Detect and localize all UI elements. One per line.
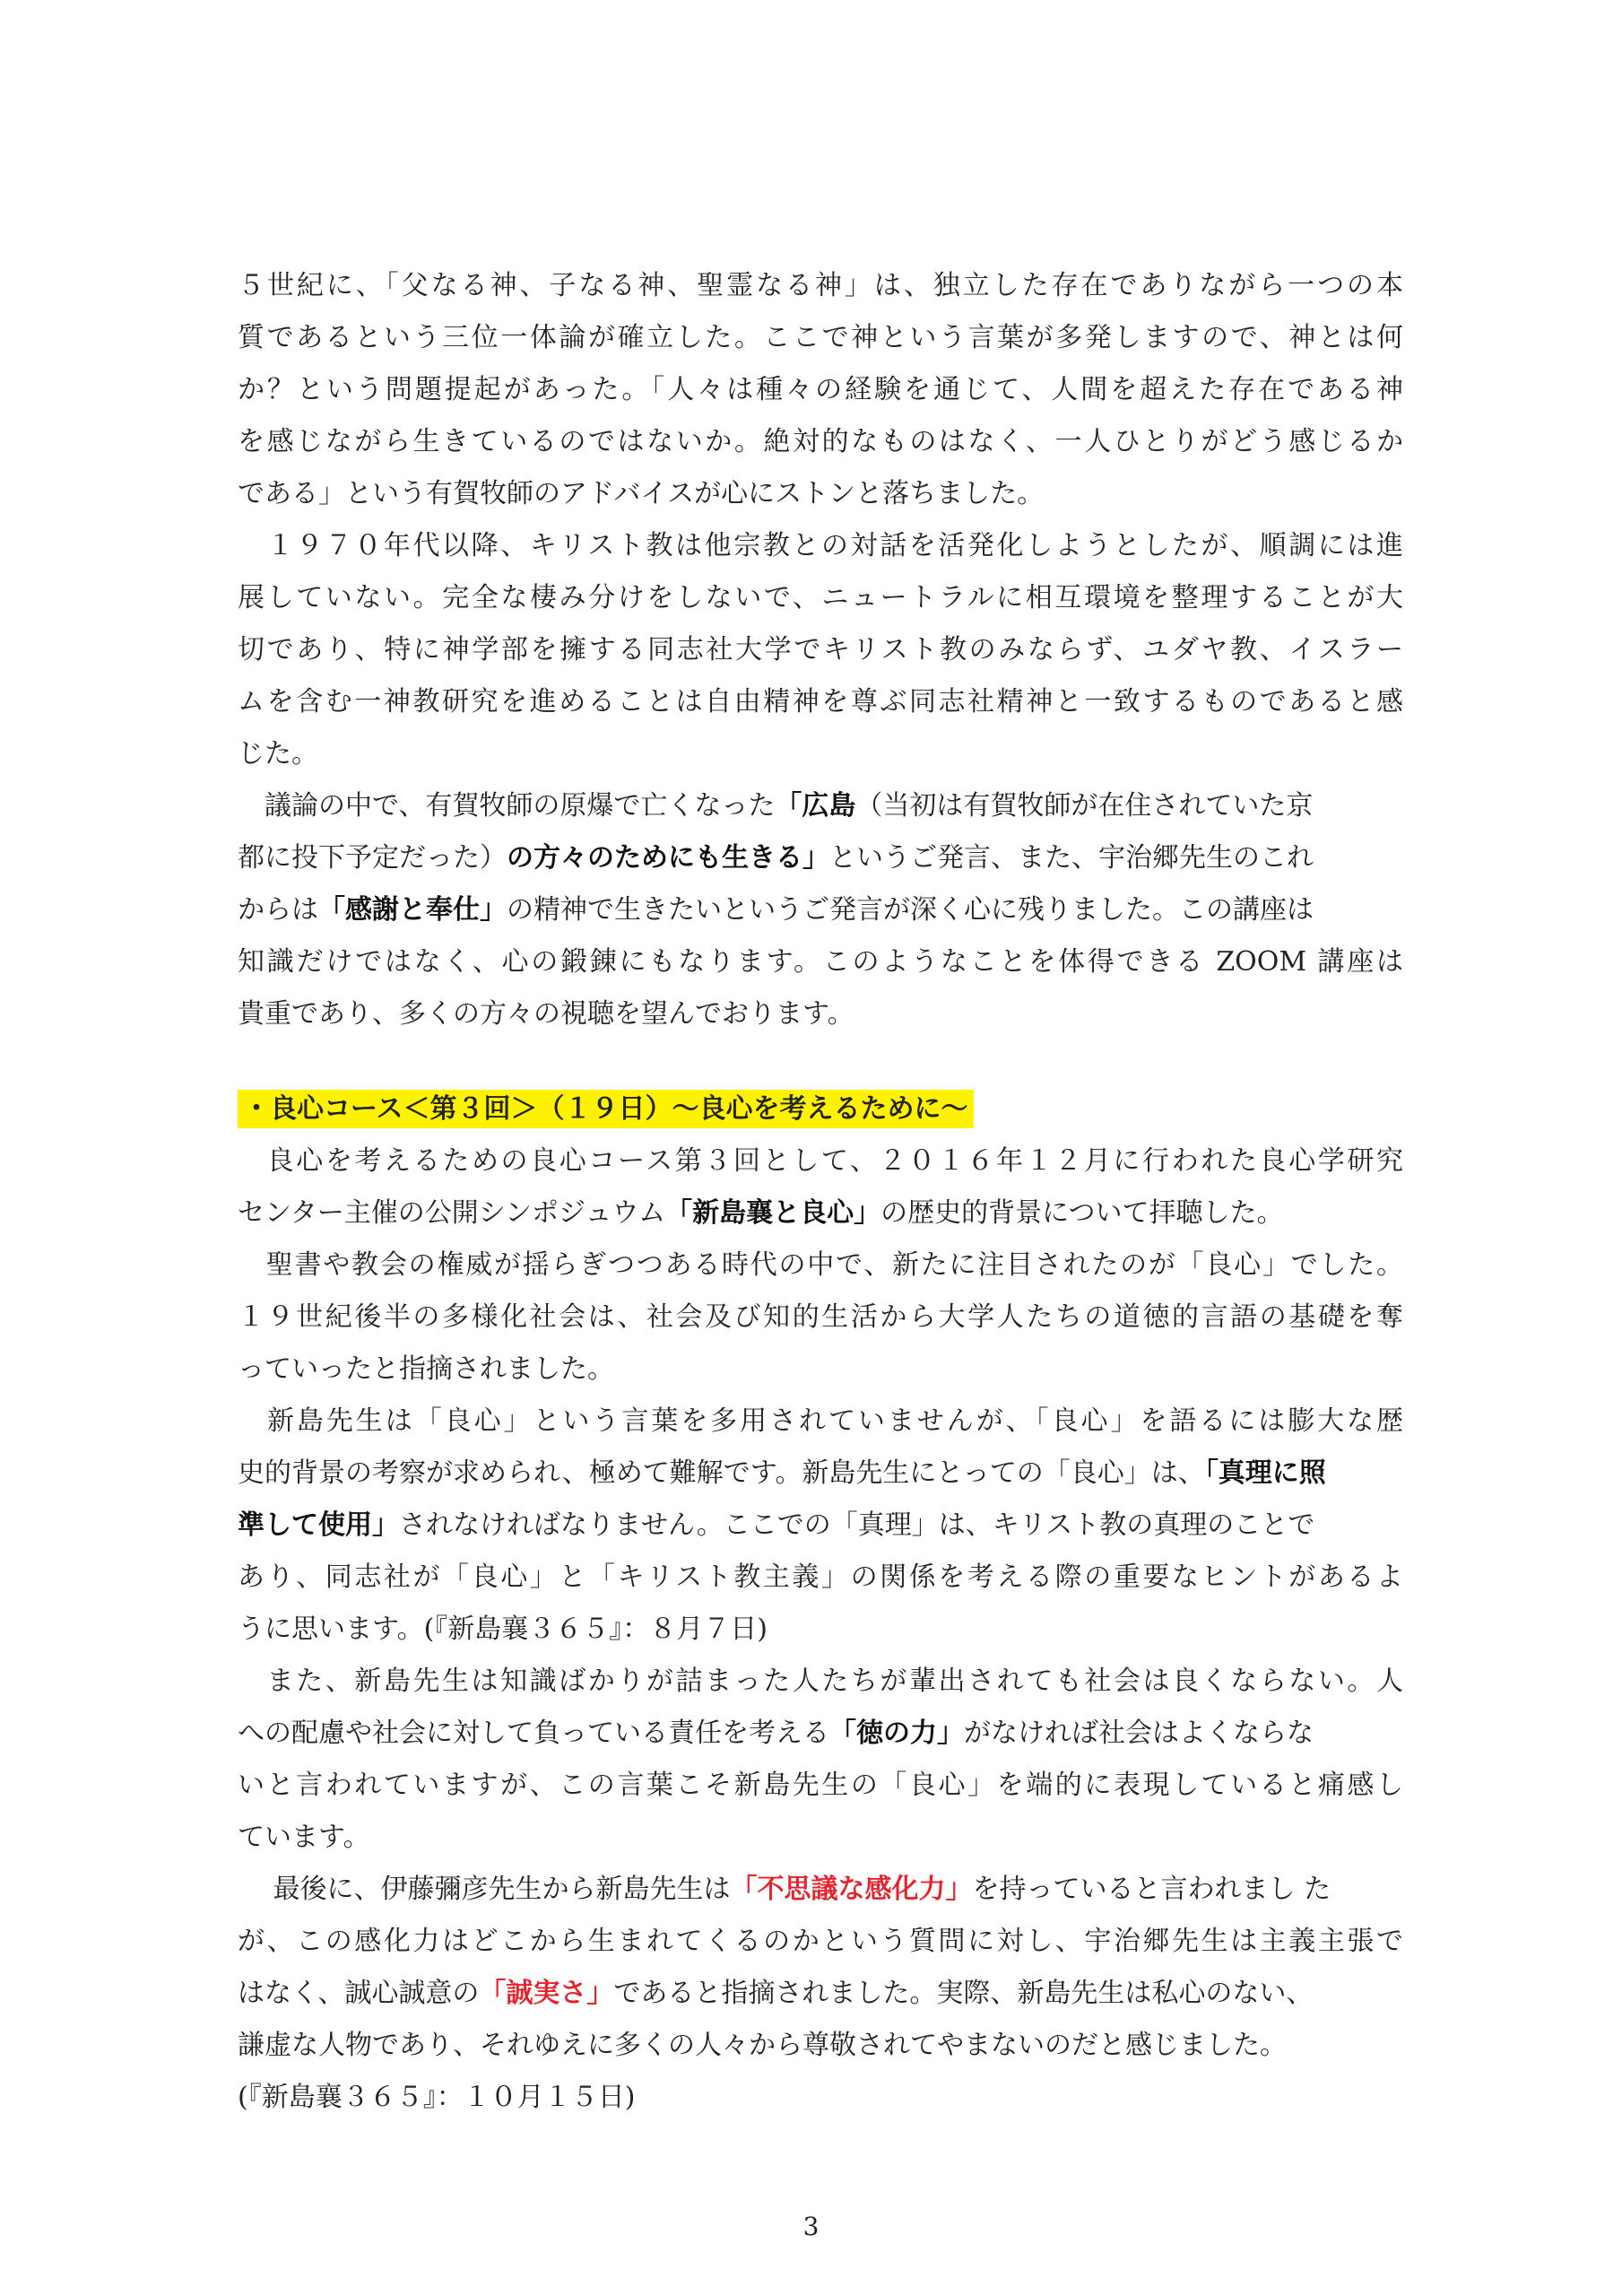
text-span: 最後に、伊藤彌彦先生から新島先生は (238, 1874, 731, 1905)
paragraph8-line5: (『新島襄３６５』：１０月１５日) (238, 2082, 636, 2113)
text-span: はなく、誠心誠意の (238, 1978, 480, 2009)
emphasis-text: 「新島襄と良心」 (665, 1197, 881, 1229)
paragraph2-line2: 展していない。完全な棲み分けをしないで、ニュートラルに相互環境を整理することが大 (238, 582, 1403, 613)
paragraph7-line4: ています。 (238, 1822, 370, 1853)
paragraph4-line1: 良心を考えるための良心コース第３回として、２０１６年１２月に行われた良心学研究 (238, 1145, 1403, 1177)
paragraph5-line1: 聖書や教会の権威が揺らぎつつある時代の中で、新たに注目されたのが「良心」でした。 (238, 1249, 1403, 1281)
emphasis-text: 「感謝と奉仕」 (318, 894, 507, 926)
paragraph1-line3: か？という問題提起があった。「人々は種々の経験を通じて、人間を超えた存在である神 (238, 374, 1403, 405)
paragraph8-line3 (238, 1968, 1403, 2020)
emphasis-text: 準して使用」 (238, 1509, 399, 1541)
paragraph1-line4: を感じながら生きているのではないか。絶対的なものはなく、一人ひとりがどう感じるか (238, 426, 1403, 457)
paragraph6-line4: あり、同志社が「良心」と「キリスト教主義」の関係を考える際の重要なヒントがあるよ (238, 1561, 1403, 1593)
paragraph7-line3: いと言われていますが、この言葉こそ新島先生の「良心」を端的に表現していると痛感し (238, 1770, 1403, 1801)
text-span: センター主催の公開シンポジュウム (238, 1197, 666, 1229)
paragraph7-line2 (238, 1708, 1403, 1760)
highlighted-heading-text: ・良心コース＜第３回＞（１９日）～良心を考えるために～ (238, 1090, 974, 1128)
text-span: への配慮や社会に対して負っている責任を考える (238, 1718, 829, 1749)
text-span: 史的背景の考察が求められ、極めて難解です。新島先生にとっての「良心」は、 (238, 1457, 1205, 1489)
text-span: 議論の中で、有賀牧師の原爆で亡くなった (238, 790, 776, 822)
paragraph8-line1 (238, 1864, 1403, 1916)
paragraph2-line1: １９７０年代以降、キリスト教は他宗教との対話を活発化しようとしたが、順調には進 (238, 530, 1403, 561)
paragraph6-line2 (238, 1448, 1403, 1500)
paragraph2-line5: じた。 (238, 738, 318, 770)
page-number: 3 (802, 2212, 820, 2241)
paragraph2-line3: 切であり、特に神学部を擁する同志社大学でキリスト教のみならず、ユダヤ教、イスラー (238, 634, 1403, 665)
paragraph6-line3 (238, 1500, 1403, 1552)
text-span: というご発言、また、宇治郷先生のこれ (829, 842, 1314, 874)
paragraph7-line1: また、新島先生は知識ばかりが詰まった人たちが輩出されても社会は良くならない。人 (238, 1665, 1403, 1697)
text-span: の精神で生きたいというご発言が深く心に残りました。この講座は (507, 894, 1314, 926)
red-emphasis-text: 「誠実さ」 (479, 1978, 614, 2009)
red-emphasis-text: 「不思議な感化力」 (730, 1874, 973, 1905)
paragraph6-line1: 新島先生は「良心」という言葉を多用されていませんが、「良心」を語るには膨大な歴 (238, 1405, 1403, 1437)
paragraph1-line5: である」という有賀牧師のアドバイスが心にストンと落ちました。 (238, 478, 1045, 509)
text-span: からは (238, 894, 318, 926)
emphasis-text: 「広島 (775, 790, 856, 822)
paragraph8-line4: 謙虚な人物であり、それゆえに多くの人々から尊敬されてやまないのだと感じました。 (238, 2030, 1287, 2061)
paragraph4-line2 (238, 1187, 1403, 1239)
text-span: 都に投下予定だった） (238, 842, 507, 874)
emphasis-text: の方々のためにも生きる」 (507, 842, 829, 874)
text-span: されなければなりません。ここでの「真理」は、キリスト教の真理のことで (399, 1509, 1315, 1541)
paragraph3-line3 (238, 884, 1403, 936)
paragraph1-line2: 質であるという三位一体論が確立した。ここで神という言葉が多発しますので、神とは何 (238, 322, 1403, 353)
text-span: であると指摘されました。実際、新島先生は私心のない、 (613, 1978, 1314, 2009)
paragraph3-line2 (238, 832, 1403, 884)
paragraph8-line2: が、この感化力はどこから生まれてくるのかという質問に対し、宇治郷先生は主義主張で (238, 1926, 1403, 1957)
text-span: を持っていると言われまし た (972, 1874, 1331, 1905)
text-span: の歴史的背景について拝聴した。 (880, 1197, 1284, 1229)
text-span: （当初は有賀牧師が在住されていた京 (855, 790, 1314, 822)
paragraph1-line1: ５世紀に、「父なる神、子なる神、聖霊なる神」は、独立した存在でありながら一つの本 (238, 270, 1403, 301)
paragraph5-line3: っていったと指摘されました。 (238, 1353, 614, 1385)
paragraph3-line5: 貴重であり、多くの方々の視聴を望んでおります。 (238, 998, 854, 1030)
paragraph3-line4: 知識だけではなく、心の鍛錬にもなります。このようなことを体得できる ZOOM 講座は (238, 946, 1403, 978)
paragraph3-line1 (238, 780, 1403, 832)
emphasis-text: 「真理に照 (1204, 1457, 1326, 1489)
text-span: がなければ社会はよくならな (964, 1718, 1314, 1749)
paragraph2-line4: ムを含む一神教研究を進めることは自由精神を尊ぶ同志社精神と一致するものであると感 (238, 686, 1403, 718)
paragraph6-line5: うに思います。(『新島襄３６５』：８月７日) (238, 1613, 768, 1645)
section-heading (238, 1083, 974, 1135)
emphasis-text: 「徳の力」 (829, 1718, 964, 1749)
paragraph5-line2: １９世紀後半の多様化社会は、社会及び知的生活から大学人たちの道徳的言語の基礎を奪 (238, 1301, 1403, 1333)
